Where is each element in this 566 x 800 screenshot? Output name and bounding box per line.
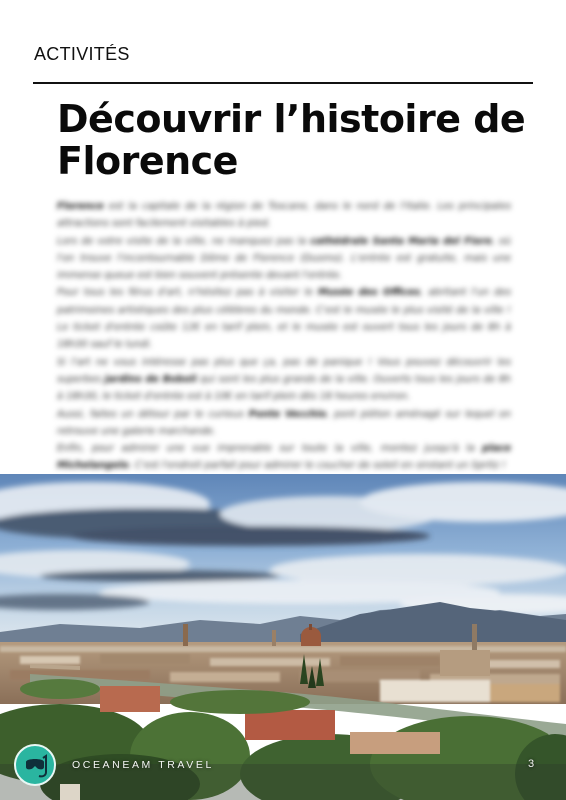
page-number: 3 xyxy=(528,758,535,770)
article-body xyxy=(57,198,511,475)
brand xyxy=(14,744,214,786)
header-divider xyxy=(33,82,533,84)
paragraph-4: Si l'art ne vous intéresse pas plus que ça, pas de panique ! Vous pouvez découvrir les superbes jardins de Boboli qui sont les plus grands de la ville. Ouverts tous les jours de 8h à 18h30, le ticket d'entrée est à 10€ en tarif plein dès 18 heures environ. xyxy=(57,356,512,403)
paragraph-5: Aussi, faites un détour par le curieux Ponte Vecchio, pont pièton aménagé sur lequel on retrouve une galerie marchande. xyxy=(57,408,511,437)
scuba-mask-icon xyxy=(14,744,56,786)
brand-name: OCEANEAM TRAVEL xyxy=(72,759,214,771)
paragraph-1: Florence est la capitale de la région de Toscane, dans le nord de l'Italie. Les principales attractions sont facilement visitables à pied. xyxy=(57,201,511,230)
paragraph-3: Pour tous les férus d'art, n'hésitez pas à visiter le Musée des Offices, abritant l'un des patrimoines artistiques des plus célèbres du monde. C'est le musée le plus visité de la ville ! Le ticket d'entrée coûte 12€ en tarif plein, et le musée est ouvert tous les jours de 8h à 18h30 sauf le lundi. xyxy=(57,287,512,351)
section-label: ACTIVITÉS xyxy=(34,44,130,64)
paragraph-2: Lors de votre visite de la ville, ne manquez pas la cathédrale Santa Maria del Fiore, où l'on trouve l'incontournable Dôme de Florence (Duomo). L'entrée est gratuite, mais une immense queue est bien souvent présente devant l'entrée. xyxy=(57,235,511,282)
paragraph-6: Enfin, pour admirer une vue imprenable sur toute la ville, montez jusqu'à la place Michelangelo. C'est l'endroit parfait pour admirer le coucher de soleil en sirotant un Spritz ! xyxy=(57,443,511,472)
page-title: Découvrir l’histoire de Florence xyxy=(57,97,526,183)
